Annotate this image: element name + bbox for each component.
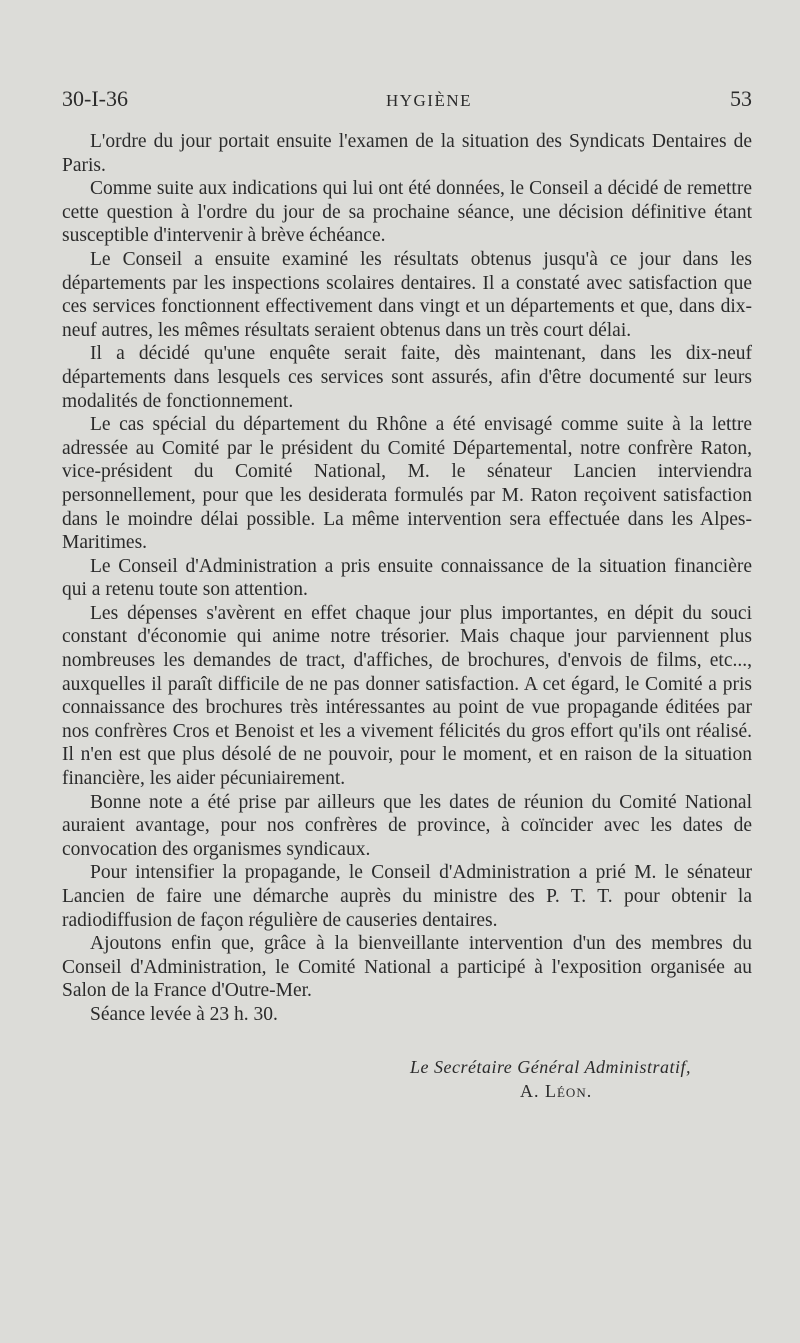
paragraph: Il a décidé qu'une enquête serait faite, dès maintenant, dans les dix-neuf départements dans lesquels ces services sont assurés, afin d'être documenté sur leurs modalités de fonctionnement. <box>62 343 752 412</box>
signature-name: A. Léon. <box>520 1081 593 1101</box>
paragraph: Séance levée à 23 h. 30. <box>90 1003 278 1025</box>
signature-role: Le Secrétaire Général Administratif, <box>410 1057 691 1077</box>
paragraph: Comme suite aux indications qui lui ont été données, le Conseil a décidé de remettre cette question à l'ordre du jour de sa prochaine séance, une décision définitive étant susceptible d'intervenir à brève échéance. <box>62 178 752 247</box>
paragraph: Bonne note a été prise par ailleurs que les dates de réunion du Comité National auraient avantage, pour nos confrères de province, à coïncider avec les dates de convocation des organismes syndicaux. <box>62 791 752 860</box>
signature-block <box>62 1055 752 1103</box>
header-date: 30-I-36 <box>62 86 128 111</box>
body-text <box>62 130 752 1027</box>
page-number: 53 <box>730 86 752 111</box>
paragraph: Les dépenses s'avèrent en effet chaque jour plus importantes, en dépit du souci constant d'économie qui anime notre trésorier. Mais chaque jour parviennent plus nombreuses les demandes de tract, d'affiches, de brochures, d'envois de films, etc..., auxquelles il paraît difficile de ne pas donner satisfaction. A cet égard, le Comité a pris connaissance des brochures très intéressantes au point de vue propagande éditées par nos confrères Cros et Benoist et les a vivement félicités du gros effort qu'ils ont réalisé. Il n'en est que plus désolé de ne pouvoir, pour le moment, et en raison de la situation financière, les aider pécuniairement. <box>62 602 752 790</box>
running-head <box>62 86 752 116</box>
paragraph: Ajoutons enfin que, grâce à la bienveillante intervention d'un des membres du Conseil d'Administration, le Comité National a participé à l'exposition organisée au Salon de la France d'Outre-Mer. <box>62 933 752 1002</box>
header-title: HYGIÈNE <box>385 91 473 110</box>
paragraph: Le Conseil d'Administration a pris ensuite connaissance de la situation financière qui a retenu toute son attention. <box>62 555 752 601</box>
paragraph: Le Conseil a ensuite examiné les résultats obtenus jusqu'à ce jour dans les départements par les inspections scolaires dentaires. Il a constaté avec satisfaction que ces services fonctionnent effectivement dans vingt et un départements et que, dans dix-neuf autres, les mêmes résultats seraient obtenus dans un très court délai. <box>62 248 752 341</box>
paragraph: Le cas spécial du département du Rhône a été envisagé comme suite à la lettre adressée au Comité par le président du Comité Départemental, notre confrère Raton, vice-président du Comité National, M. le sénateur Lancien interviendra personnellement, pour que les desiderata formulés par M. Raton reçoivent satisfaction dans le moindre délai possible. La même intervention sera effectuée dans les Alpes-Maritimes. <box>62 414 752 554</box>
paragraph: Pour intensifier la propagande, le Conseil d'Administration a prié M. le sénateur Lancien de faire une démarche auprès du ministre des P. T. T. pour obtenir la radiodiffusion de façon régulière de causeries dentaires. <box>62 862 752 931</box>
paragraph: L'ordre du jour portait ensuite l'examen de la situation des Syndicats Dentaires de Paris. <box>62 131 752 176</box>
